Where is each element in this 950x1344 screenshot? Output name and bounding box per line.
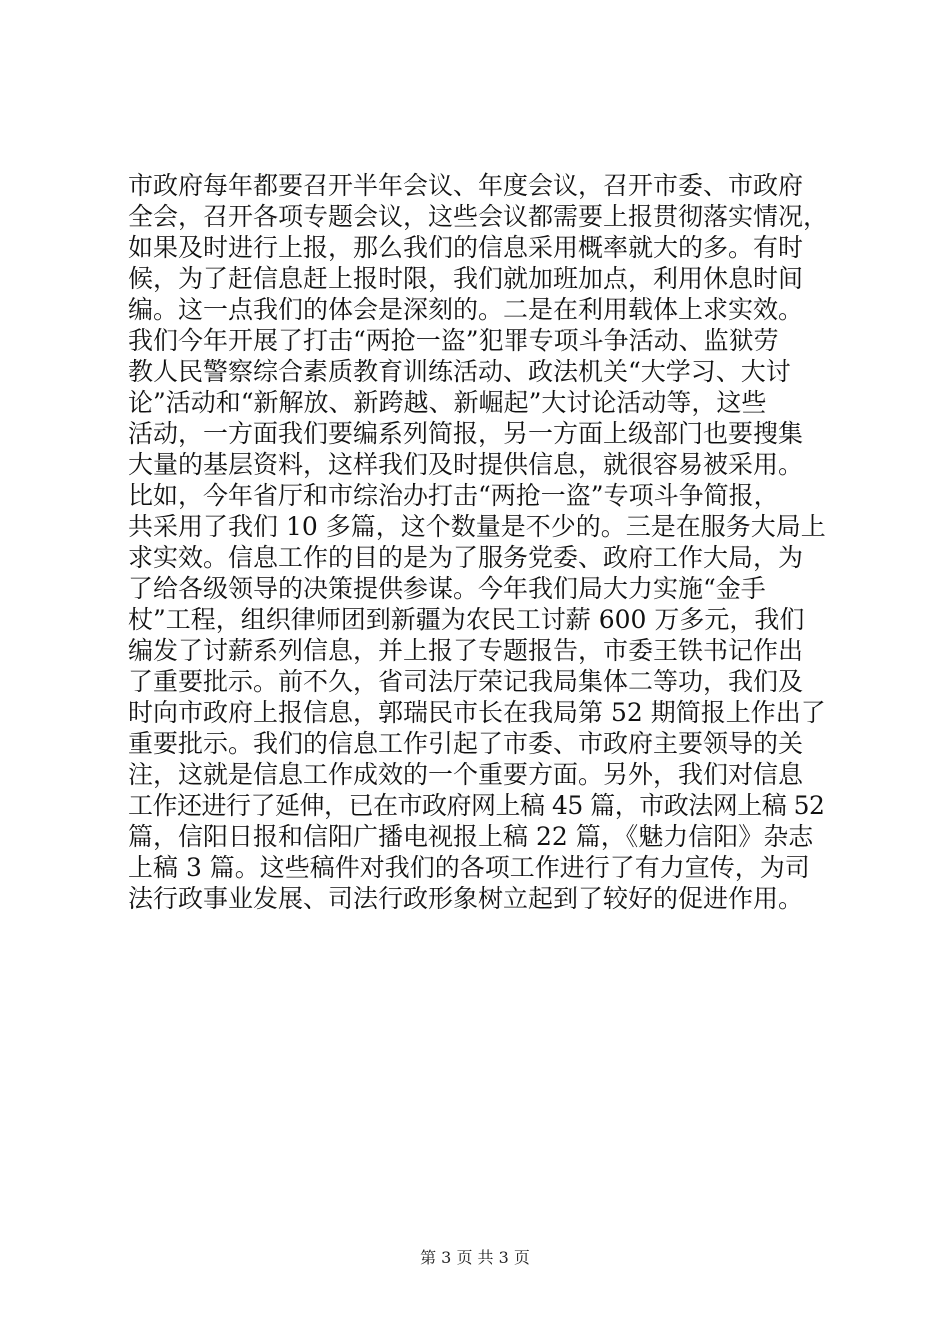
text-line: 我们今年开展了打击“两抢一盗”犯罪专项斗争活动、监狱劳 [128, 326, 779, 355]
text-line: 重要批示。我们的信息工作引起了市委、市政府主要领导的关 [128, 729, 804, 758]
page-number-label: 第 3 页 共 3 页 [420, 1248, 530, 1267]
text-line: 教人民警察综合素质教育训练活动、政法机关“大学习、大讨 [128, 357, 791, 386]
body-text [128, 170, 828, 914]
text-line: 比如，今年省厅和市综治办打击“两抢一盗”专项斗争简报， [128, 481, 779, 510]
text-line: 活动，一方面我们要编系列简报，另一方面上级部门也要搜集 [128, 419, 804, 448]
text-line: 市政府每年都要召开半年会议、年度会议，召开市委、市政府 [128, 171, 804, 200]
text-line: 杖”工程，组织律师团到新疆为农民工讨薪 600 万多元，我们 [128, 605, 805, 634]
text-line: 法行政事业发展、司法行政形象树立起到了较好的促进作用。 [128, 884, 804, 913]
text-line: 时向市政府上报信息，郭瑞民市长在我局第 52 期简报上作出了 [128, 698, 826, 727]
page-footer [0, 1245, 950, 1268]
text-line: 全会，召开各项专题会议，这些会议都需要上报贯彻落实情况， [128, 202, 829, 231]
text-line: 大量的基层资料，这样我们及时提供信息，就很容易被采用。 [128, 450, 804, 479]
text-line: 候，为了赶信息赶上报时限，我们就加班加点，利用休息时间 [128, 264, 804, 293]
text-line: 上稿 3 篇。这些稿件对我们的各项工作进行了有力宣传，为司 [128, 853, 810, 882]
text-line: 工作还进行了延伸，已在市政府网上稿 45 篇，市政法网上稿 52 [128, 791, 825, 820]
text-line: 共采用了我们 10 多篇，这个数量是不少的。三是在服务大局上 [128, 512, 826, 541]
text-line: 注，这就是信息工作成效的一个重要方面。另外，我们对信息 [128, 760, 804, 789]
text-line: 求实效。信息工作的目的是为了服务党委、政府工作大局，为 [128, 543, 804, 572]
text-line: 编。这一点我们的体会是深刻的。二是在利用载体上求实效。 [128, 295, 804, 324]
text-line: 编发了讨薪系列信息，并上报了专题报告，市委王铁书记作出 [128, 636, 804, 665]
text-line: 如果及时进行上报，那么我们的信息采用概率就大的多。有时 [128, 233, 804, 262]
text-line: 了给各级领导的决策提供参谋。今年我们局大力实施“金手 [128, 574, 766, 603]
text-line: 论”活动和“新解放、新跨越、新崛起”大讨论活动等，这些 [128, 388, 767, 417]
text-line: 篇，信阳日报和信阳广播电视报上稿 22 篇，《魅力信阳》杂志 [128, 822, 814, 851]
text-line: 了重要批示。前不久，省司法厅荣记我局集体二等功，我们及 [128, 667, 804, 696]
